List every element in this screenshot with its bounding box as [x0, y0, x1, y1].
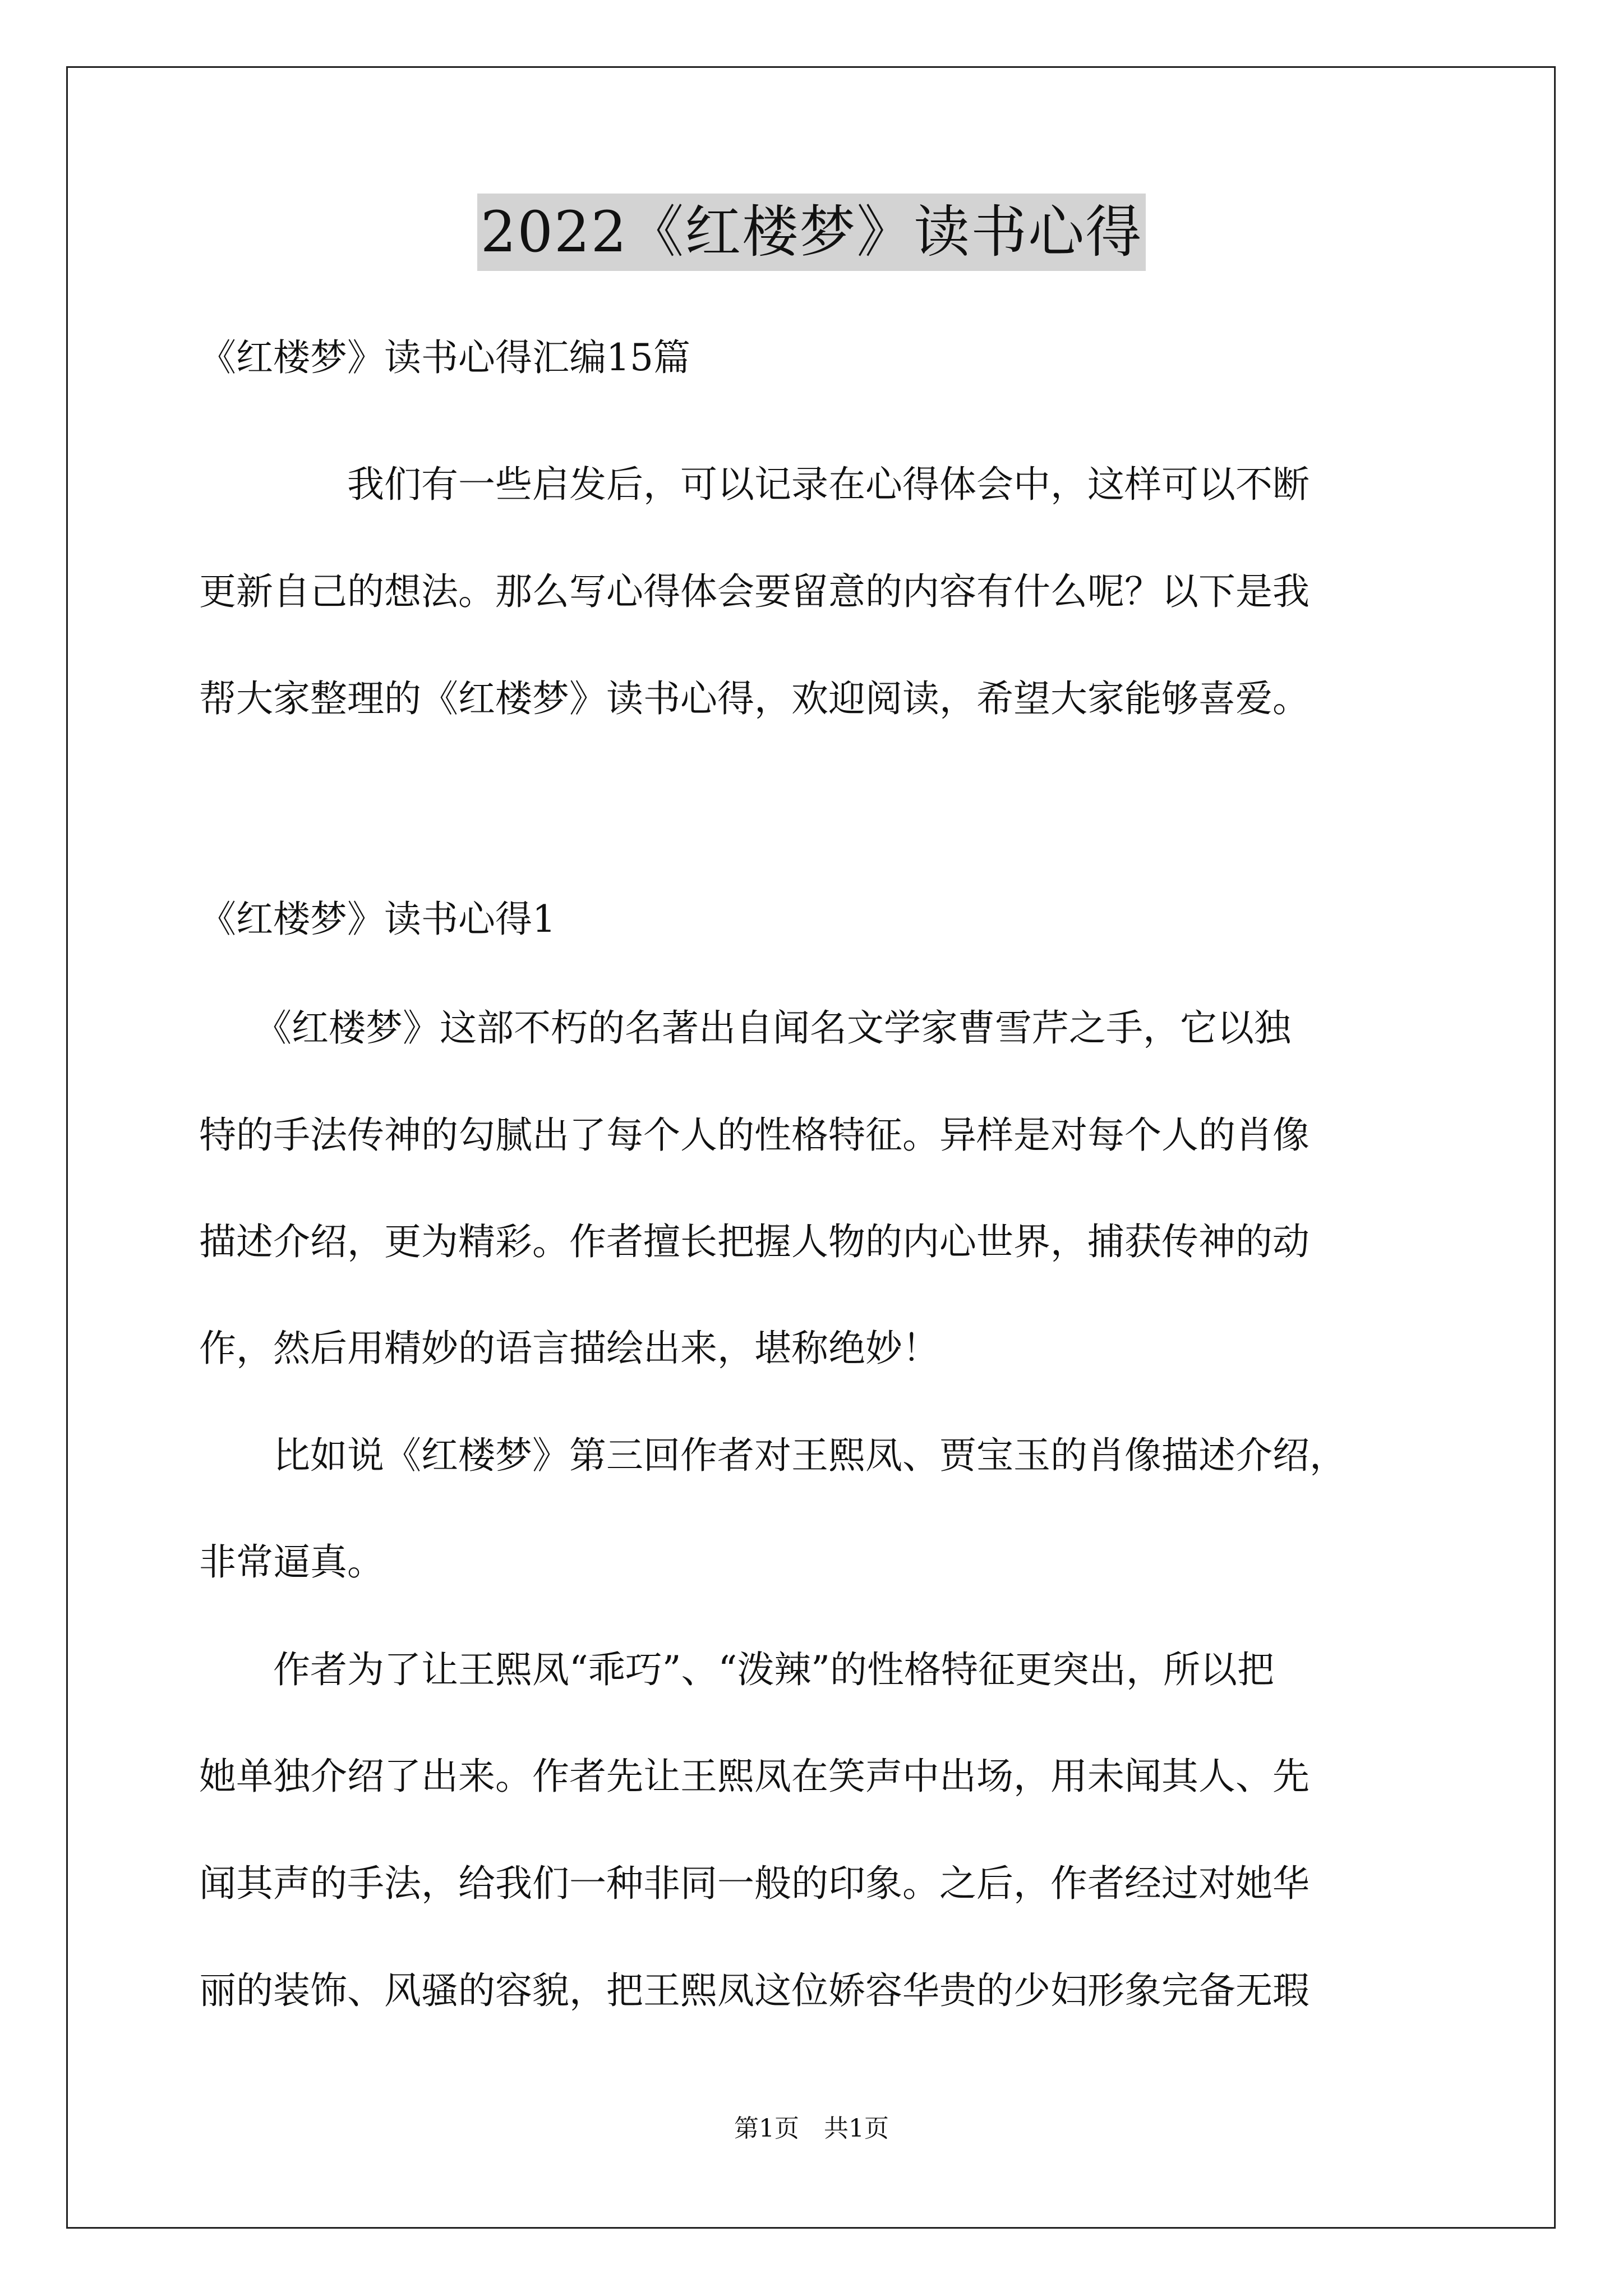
page-footer: 第1页 共1页 — [734, 2114, 889, 2143]
intro-line-2: 更新自己的想法。那么写心得体会要留意的内容有什么呢？以下是我 — [199, 570, 1310, 613]
title-container — [0, 194, 1623, 271]
subtitle-line: 《红楼梦》读书心得汇编15篇 — [199, 336, 690, 379]
paragraph-3-line-1: 作者为了让王熙凤“乖巧”、“泼辣”的性格特征更突出，所以把 — [199, 1648, 1274, 1691]
intro-line-1: 我们有一些启发后，可以记录在心得体会中，这样可以不断 — [199, 463, 1310, 506]
paragraph-1-line-2: 特的手法传神的勾腻出了每个人的性格特征。异样是对每个人的肖像 — [199, 1114, 1310, 1157]
paragraph-3-line-4: 丽的装饰、风骚的容貌，把王熙凤这位娇容华贵的少妇形象完备无瑕 — [199, 1969, 1310, 2012]
section-heading: 《红楼梦》读书心得1 — [199, 898, 556, 941]
paragraph-2-line-1: 比如说《红楼梦》第三回作者对王熙凤、贾宝玉的肖像描述介绍， — [199, 1434, 1347, 1477]
paragraph-2-line-2: 非常逼真。 — [199, 1540, 384, 1584]
paragraph-1-line-3: 描述介绍，更为精彩。作者擅长把握人物的内心世界，捕获传神的动 — [199, 1220, 1310, 1263]
paragraph-1-line-4: 作，然后用精妙的语言描绘出来，堪称绝妙！ — [199, 1327, 939, 1370]
paragraph-3-line-2: 她单独介绍了出来。作者先让王熙凤在笑声中出场，用未闻其人、先 — [199, 1755, 1310, 1798]
document-title[interactable]: 2022《红楼梦》读书心得 — [477, 194, 1146, 271]
paragraph-3-line-3: 闻其声的手法，给我们一种非同一般的印象。之后，作者经过对她华 — [199, 1862, 1310, 1905]
paragraph-1-line-1: 《红楼梦》这部不朽的名著出自闻名文学家曹雪芹之手，它以独 — [199, 1006, 1291, 1050]
intro-line-3: 帮大家整理的《红楼梦》读书心得，欢迎阅读，希望大家能够喜爱。 — [199, 677, 1310, 720]
